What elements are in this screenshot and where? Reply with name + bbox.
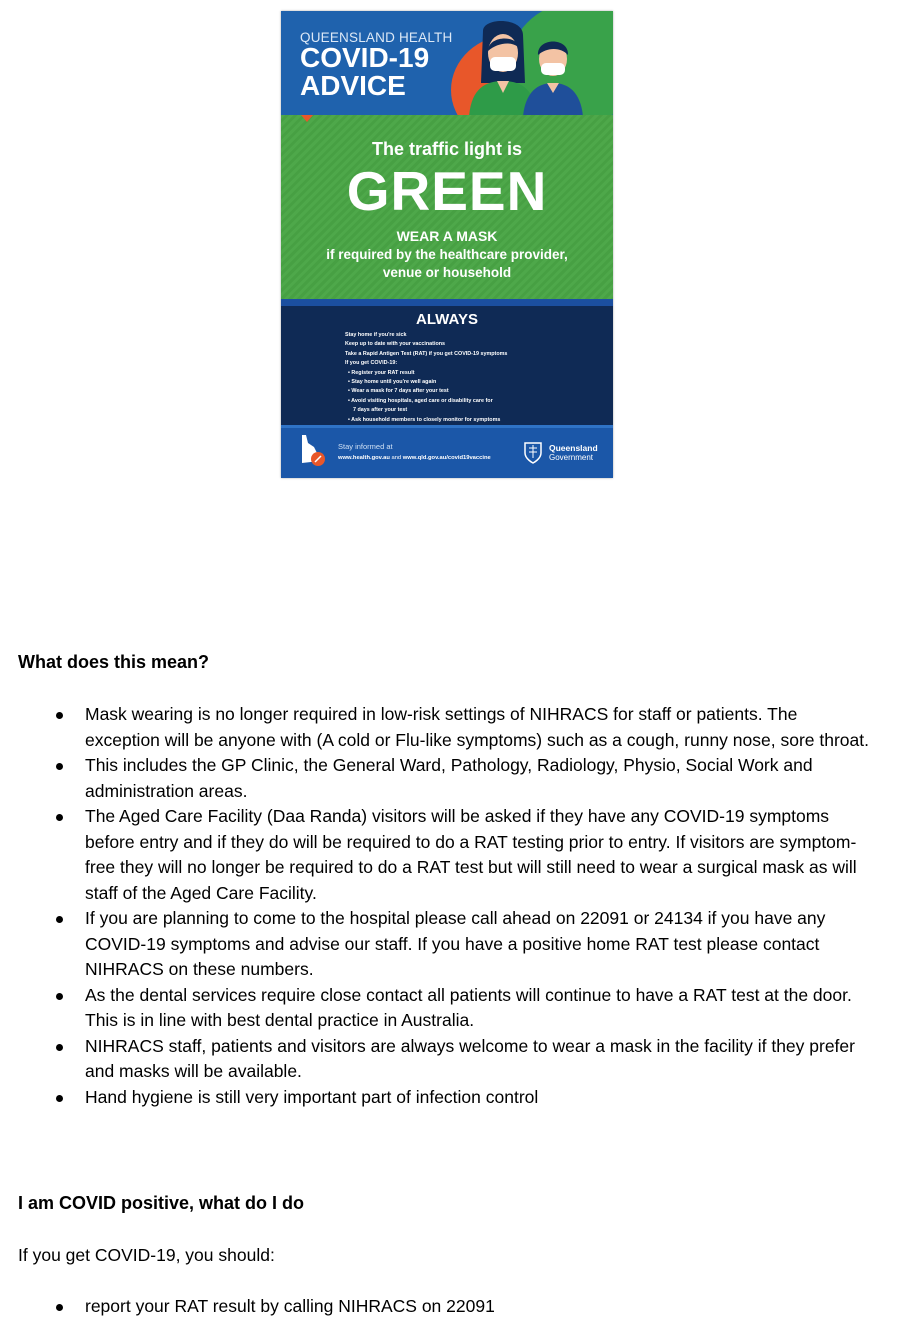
covid-item: • Wear a mask for 7 days after your test [348,388,449,395]
panel-divider [281,299,613,306]
government-label: Government [549,453,594,462]
list-item-text: Mask wearing is no longer required in low-risk settings of NIHRACS for staff or patients. The exception will be anyone with (A cold or Flu-like symptoms) such as a cough, runny nose, sore throat. [85,704,869,750]
guidance-list [0,702,900,1110]
info-urls [338,455,491,461]
always-item: Stay home if you're sick [345,332,407,338]
section-heading-covid-positive: I am COVID positive, what do I do [18,1193,305,1213]
bullet-icon [56,1044,63,1051]
section-intro: If you get COVID-19, you should: [18,1245,275,1265]
panel-notch [301,115,313,122]
list-item [0,906,900,983]
always-item: If you get COVID-19: [345,360,398,367]
mask-heading: WEAR A MASK [396,228,498,244]
queensland-map-icon [296,433,332,469]
bullet-icon [56,1304,63,1311]
status-color: GREEN [346,160,548,222]
list-item [0,1085,900,1111]
bullet-icon [56,814,63,821]
covid-item: • Register your RAT result [348,369,415,376]
list-item-text: This includes the GP Clinic, the General Ward, Pathology, Radiology, Physio, Social Work and administration areas. [85,755,813,801]
list-item [0,753,900,804]
list-item [0,1294,900,1320]
list-item-text: As the dental services require close contact all patients will continue to have a RAT test at the door. This is in line with best dental practice in Australia. [85,984,852,1030]
list-item-text: The Aged Care Facility (Daa Randa) visitors will be asked if they have any COVID-19 symptoms before entry and if they do will be required to do a RAT testing prior to entry. If visitors are symptom-free they will no longer be required to do a RAT test but will still need to wear a surgical mask as will staff of the Aged Care Facility. [85,806,857,903]
traffic-light-panel [281,115,613,299]
list-item-text: NIHRACS staff, patients and visitors are always welcome to wear a mask in the facility if they prefer and masks will be available. [85,1035,855,1081]
section-heading-what-does-this-mean: What does this mean? [18,652,210,672]
list-item-text: If you are planning to come to the hospital please call ahead on 22091 or 24134 if you have any COVID-19 symptoms and advise our staff. If you have a positive home RAT test please contact NIHRACS on these numbers. [85,908,826,979]
covid-item: • Ask household members to closely monitor for symptoms [348,416,501,423]
footer-stripe [281,425,613,428]
url-qld: www.qld.gov.au/covid19vaccine [402,455,491,461]
list-item [0,983,900,1034]
list-item-text: Hand hygiene is still very important part of infection control [85,1086,539,1107]
mask-line-2: venue or household [382,265,512,280]
covid-item: • Avoid visiting hospitals, aged care or disability care for [348,397,493,404]
always-item: Take a Rapid Antigen Test (RAT) if you get COVID-19 symptoms [345,350,508,357]
list-item [0,702,900,753]
bullet-icon [56,1095,63,1102]
always-item: Keep up to date with your vaccinations [345,341,446,348]
always-panel [281,299,613,425]
list-item-text: report your RAT result by calling NIHRACS on 22091 [85,1296,495,1316]
masked-people-illustration [461,13,611,115]
positive-steps-list [0,1294,900,1320]
poster-title-line2: ADVICE [300,70,406,101]
always-heading: ALWAYS [416,311,478,328]
government-name: Queensland [549,443,598,453]
status-intro: The traffic light is [371,139,522,159]
poster-footer [281,425,613,478]
bullet-icon [56,712,63,719]
bullet-icon [56,916,63,923]
covid-item: 7 days after your test [353,407,408,414]
always-list [345,331,507,425]
covid-advice-poster [281,11,613,478]
bullet-icon [56,763,63,770]
stay-informed-label: Stay informed at [338,442,393,451]
list-item [0,804,900,906]
url-health: www.health.gov.au [338,455,390,461]
url-and: and [391,455,402,461]
poster-header-panel [281,11,613,115]
queensland-crest-icon [521,439,545,465]
covid-item: • Stay home until you're well again [348,379,437,386]
poster-title-line1: COVID-19 [300,42,430,73]
mask-line-1: if required by the healthcare provider, [326,247,568,262]
list-item [0,1034,900,1085]
poster-org-header: QUEENSLAND HEALTH [300,30,453,45]
bullet-icon [56,993,63,1000]
